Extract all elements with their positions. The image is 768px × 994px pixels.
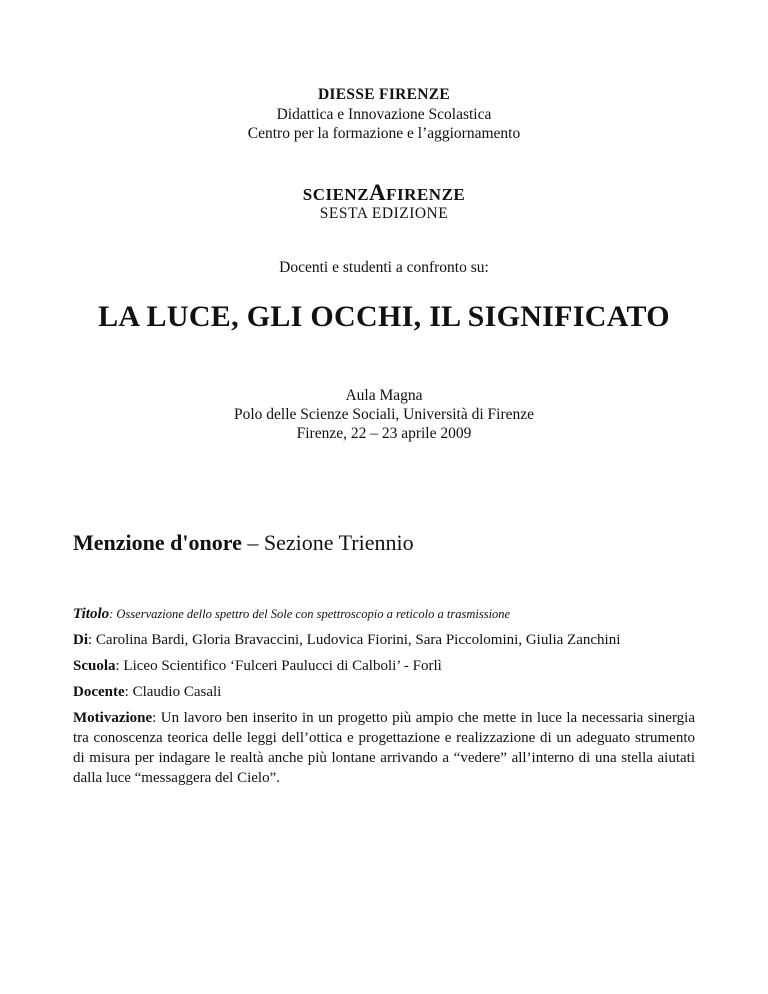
field-motivation [73,708,695,788]
event-intro: Docenti e studenti a confronto su: [279,259,489,276]
event-brand [0,180,768,206]
venue-location: Polo delle Scienze Sociali, Università di Firenze [233,406,535,423]
titolo-label: Titolo [73,606,110,622]
event-edition: SESTA EDIZIONE [319,205,449,222]
organization-name: DIESSE FIRENZE [317,86,451,103]
field-authors [73,630,695,650]
venue-hall: Aula Magna [345,387,423,404]
award-section: – Sezione Triennio [241,530,414,555]
docente-label: Docente [73,684,125,700]
scuola-value: : Liceo Scientifico ‘Fulceri Paulucci di Calboli’ - Forlì [115,658,442,674]
field-titolo [73,604,695,624]
award-heading [73,530,414,556]
titolo-value: : Osservazione dello spettro del Sole con spettroscopio a reticolo a trasmissione [109,607,511,621]
field-teacher [73,682,695,702]
award-label: Menzione d'onore [73,530,242,555]
brand-initial: A [369,180,387,205]
motivazione-value: : Un lavoro ben inserito in un progetto più ampio che mette in luce la necessaria sinergia tra conoscenza teorica delle leggi dell’ottica e progettazione e realizzazione di un adeguato strumento di misura per indagare le realtà anche più lontane arrivando a “vedere” all’interno di una stella aiutati dalla luce “messaggera del Cielo”. [73,710,695,786]
di-value: : Carolina Bardi, Gloria Bravaccini, Ludovica Fiorini, Sara Piccolomini, Giulia Zanchini [88,632,621,648]
motivazione-label: Motivazione [73,710,153,726]
event-dates: Firenze, 22 – 23 aprile 2009 [296,425,472,442]
di-label: Di [73,632,88,648]
scuola-label: Scuola [73,658,116,674]
event-title: LA LUCE, GLI OCCHI, IL SIGNIFICATO [98,300,670,333]
organization-subtitle: Didattica e Innovazione Scolastica [276,106,492,123]
brand-part-2: FIRENZE [386,185,466,204]
organization-description: Centro per la formazione e l’aggiornamento [247,125,521,142]
field-school [73,656,695,676]
brand-part-1: SCIENZ [302,185,370,204]
docente-value: : Claudio Casali [124,684,222,700]
